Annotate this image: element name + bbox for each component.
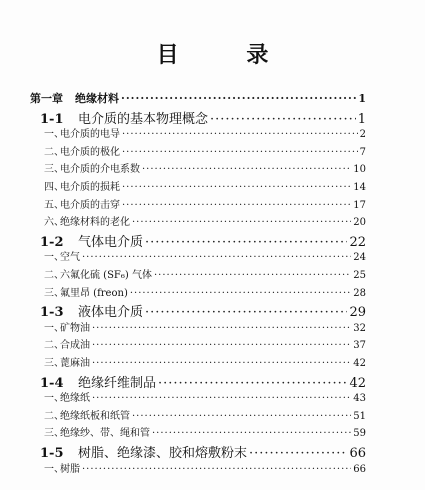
toc-entry-page-number: 66	[349, 446, 366, 461]
toc-entry-label: 绝缘纤维制品	[78, 375, 157, 391]
toc-entry-number: 三、	[44, 287, 64, 299]
toc-entry-label: 绝缘纸板和纸管	[60, 410, 130, 422]
toc-entry-number: 三、	[44, 428, 64, 440]
toc-entry-number: 1-4	[40, 375, 64, 391]
toc-entry-page-number: 24	[353, 252, 366, 264]
toc-item-row	[44, 248, 366, 263]
toc-entry-page-number: 43	[353, 393, 366, 405]
toc-entry-page-number: 22	[349, 234, 366, 250]
toc-entry-page-number: 25	[353, 270, 366, 281]
page-title: 目 录	[156, 42, 299, 68]
toc-entry-label: 绝缘材料	[75, 92, 119, 105]
toc-entry-label: 蓖麻油	[60, 358, 90, 369]
toc-section-row	[40, 442, 366, 461]
toc-section-row	[40, 108, 366, 127]
dot-leader	[122, 182, 351, 193]
toc-entry-label: 电介质的电导	[60, 129, 120, 141]
dot-leader	[132, 411, 351, 422]
toc-entry-page-number: 1	[358, 92, 366, 105]
toc-item-row	[44, 125, 366, 140]
toc-item-row	[44, 196, 366, 211]
toc-item-row	[44, 407, 366, 422]
toc-entry-number: 三、	[44, 164, 64, 176]
toc-entry-page-number: 42	[349, 375, 366, 391]
dot-leader	[82, 252, 351, 263]
toc-item-row	[44, 143, 366, 158]
dot-leader	[130, 288, 351, 299]
toc-section-row	[40, 372, 366, 391]
toc-entry-label: 绝缘纸	[60, 393, 90, 405]
toc-entry-page-number: 28	[353, 287, 366, 299]
toc-entry-label: 空气	[60, 252, 80, 264]
toc-entry-label: 电介质的击穿	[60, 199, 120, 211]
toc-entry-number: 六、	[44, 217, 64, 229]
toc-item-row	[44, 424, 366, 439]
toc-entry-label: 绝缘纱、带、绳和管	[60, 428, 150, 440]
dot-leader	[121, 92, 356, 105]
toc-entry-page-number: 42	[353, 358, 366, 369]
toc-entry-page-number: 1	[357, 111, 366, 127]
toc-entry-label: 电介质的介电系数	[60, 164, 140, 176]
toc-entry-page-number: 66	[353, 463, 366, 475]
toc-entry-page-number: 29	[349, 305, 366, 321]
toc-entry-label: 电介质的极化	[60, 146, 120, 158]
toc-entry-page-number: 2	[359, 129, 366, 141]
dot-leader	[92, 323, 351, 334]
toc-entry-number: 一、	[44, 463, 64, 475]
toc-entry-number: 1-1	[40, 111, 64, 127]
dot-leader	[152, 428, 351, 439]
toc-entry-number: 二、	[44, 410, 64, 422]
toc-item-row	[44, 319, 366, 334]
toc-entry-page-number: 59	[353, 428, 366, 440]
toc-entry-number: 一、	[44, 393, 64, 405]
toc-item-row	[44, 213, 366, 228]
toc-entry-page-number: 32	[353, 322, 366, 334]
toc-entry-page-number: 51	[353, 410, 366, 422]
toc-entry-label: 气体电介质	[78, 234, 144, 250]
dot-leader	[154, 270, 351, 281]
toc-section-row	[40, 301, 366, 320]
toc-item-row	[44, 389, 366, 404]
toc-entry-label: 绝缘材料的老化	[60, 217, 130, 229]
toc-entry-label: 合成油	[60, 340, 90, 352]
toc-entry-label: 六氟化硫 (SF₆) 气体	[60, 270, 152, 281]
toc-entry-number: 1-5	[40, 446, 64, 461]
toc-entry-number: 一、	[44, 322, 64, 334]
toc-entry-number: 二、	[44, 270, 64, 281]
dot-leader	[122, 147, 358, 158]
toc-entry-label: 矿物油	[60, 322, 90, 334]
dot-leader	[92, 393, 351, 404]
toc-entry-label: 电介质的损耗	[60, 182, 120, 193]
toc-item-row	[44, 354, 366, 369]
toc-entry-label: 氟里昂 (freon)	[60, 287, 128, 299]
toc-entry-number: 1-2	[40, 234, 64, 250]
dot-leader	[92, 358, 351, 369]
toc-entry-page-number: 37	[353, 340, 366, 352]
toc-entry-label: 电介质的基本物理概念	[78, 111, 209, 127]
toc-entry-page-number: 14	[353, 182, 366, 193]
toc-entry-page-number: 7	[359, 146, 366, 158]
toc-entry-number: 1-3	[40, 305, 64, 321]
dot-leader	[132, 217, 351, 228]
toc-entry-number: 四、	[44, 182, 64, 193]
toc-item-row	[44, 178, 366, 193]
dot-leader	[122, 200, 351, 211]
toc-chapter-row	[30, 90, 366, 106]
dot-leader	[142, 164, 351, 175]
toc-entry-number: 二、	[44, 146, 64, 158]
toc-entry-number: 三、	[44, 358, 64, 369]
toc-section-row	[40, 231, 366, 250]
toc-item-row	[44, 160, 366, 175]
dot-leader	[82, 464, 351, 475]
toc-entry-page-number: 20	[353, 217, 366, 229]
toc-entry-page-number: 17	[353, 199, 366, 211]
toc-item-row	[44, 266, 366, 281]
toc-item-row	[44, 336, 366, 351]
toc-entry-number: 一、	[44, 129, 64, 141]
toc-entry-number: 第一章	[30, 92, 63, 105]
toc-entry-page-number: 10	[353, 164, 366, 176]
toc-entry-number: 五、	[44, 199, 64, 211]
toc-item-row	[44, 460, 366, 475]
toc-entry-label: 树脂、绝缘漆、胶和熔敷粉末	[78, 446, 248, 461]
dot-leader	[92, 340, 351, 351]
dot-leader	[122, 129, 358, 140]
toc-entry-label: 液体电介质	[78, 305, 144, 321]
toc-entry-label: 树脂	[60, 463, 80, 475]
toc-entry-number: 一、	[44, 252, 64, 264]
toc-entry-number: 二、	[44, 340, 64, 352]
toc-item-row	[44, 284, 366, 299]
